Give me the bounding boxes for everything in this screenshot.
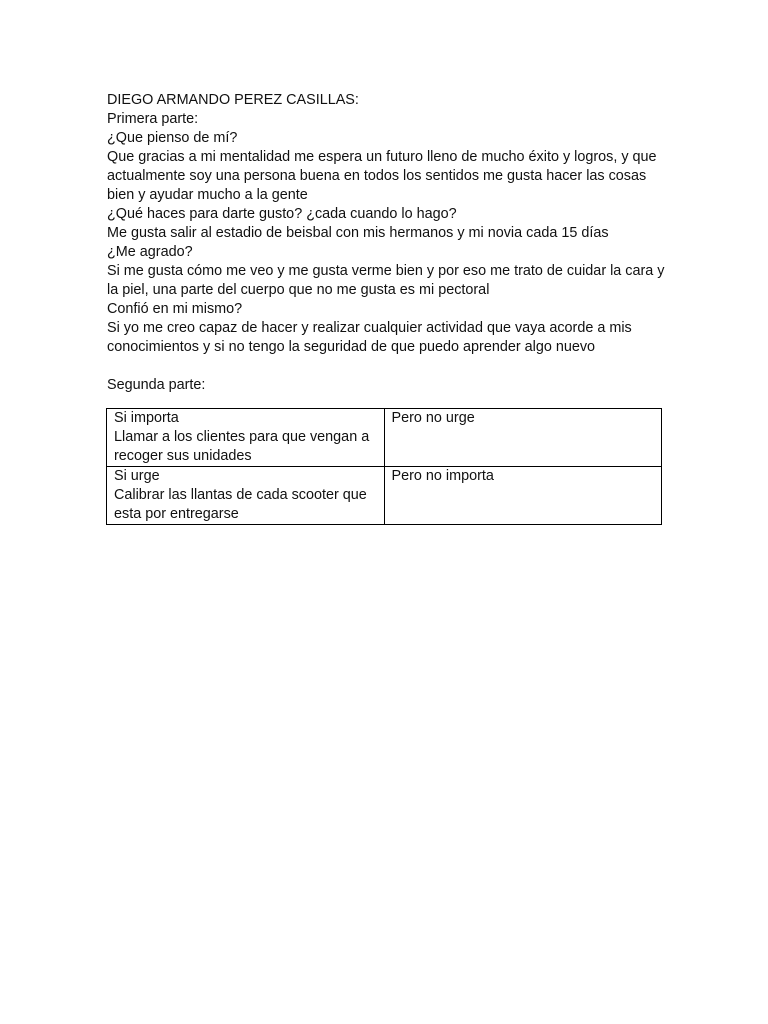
question-3: ¿Me agrado?	[107, 244, 193, 260]
cell-important-not-urgent-task	[107, 409, 385, 467]
document-body	[107, 91, 667, 395]
part2-title: Segunda parte:	[107, 377, 206, 393]
blank-line	[107, 357, 667, 376]
answer-2: Me gusta salir al estadio de beisbal con mis hermanos y mi novia cada 15 días	[107, 225, 609, 241]
question-4: Confió en mi mismo?	[107, 301, 243, 317]
answer-1: Que gracias a mi mentalidad me espera un futuro lleno de mucho éxito y logros, y que actualmente soy una persona buena en todos los sentidos me gusta hacer las cosas bien y ayudar mucho a la gente	[107, 149, 657, 203]
cell-text: Calibrar las llantas de cada scooter que esta por entregarse	[114, 487, 367, 522]
cell-not-important	[384, 467, 662, 525]
answer-3: Si me gusta cómo me veo y me gusta verme bien y por eso me trato de cuidar la cara y la piel, una parte del cuerpo que no me gusta es mi pectoral	[107, 263, 665, 298]
answer-4: Si yo me creo capaz de hacer y realizar cualquier actividad que vaya acorde a mis conocimientos y si no tengo la seguridad de que puedo aprender algo nuevo	[107, 320, 632, 355]
cell-not-urgent	[384, 409, 662, 467]
cell-title: Pero no urge	[391, 410, 475, 426]
cell-text: Llamar a los clientes para que vengan a recoger sus unidades	[114, 429, 370, 464]
cell-title: Si importa	[114, 410, 179, 426]
cell-title: Pero no importa	[391, 468, 494, 484]
table-row	[107, 467, 662, 525]
part1-title: Primera parte:	[107, 111, 199, 127]
cell-title: Si urge	[114, 468, 160, 484]
question-2: ¿Qué haces para darte gusto? ¿cada cuando lo hago?	[107, 206, 457, 222]
cell-urgent-task	[107, 467, 385, 525]
question-1: ¿Que pienso de mí?	[107, 130, 238, 146]
document-heading: DIEGO ARMANDO PEREZ CASILLAS:	[107, 92, 359, 108]
priority-matrix-table	[106, 408, 662, 525]
table-row	[107, 409, 662, 467]
